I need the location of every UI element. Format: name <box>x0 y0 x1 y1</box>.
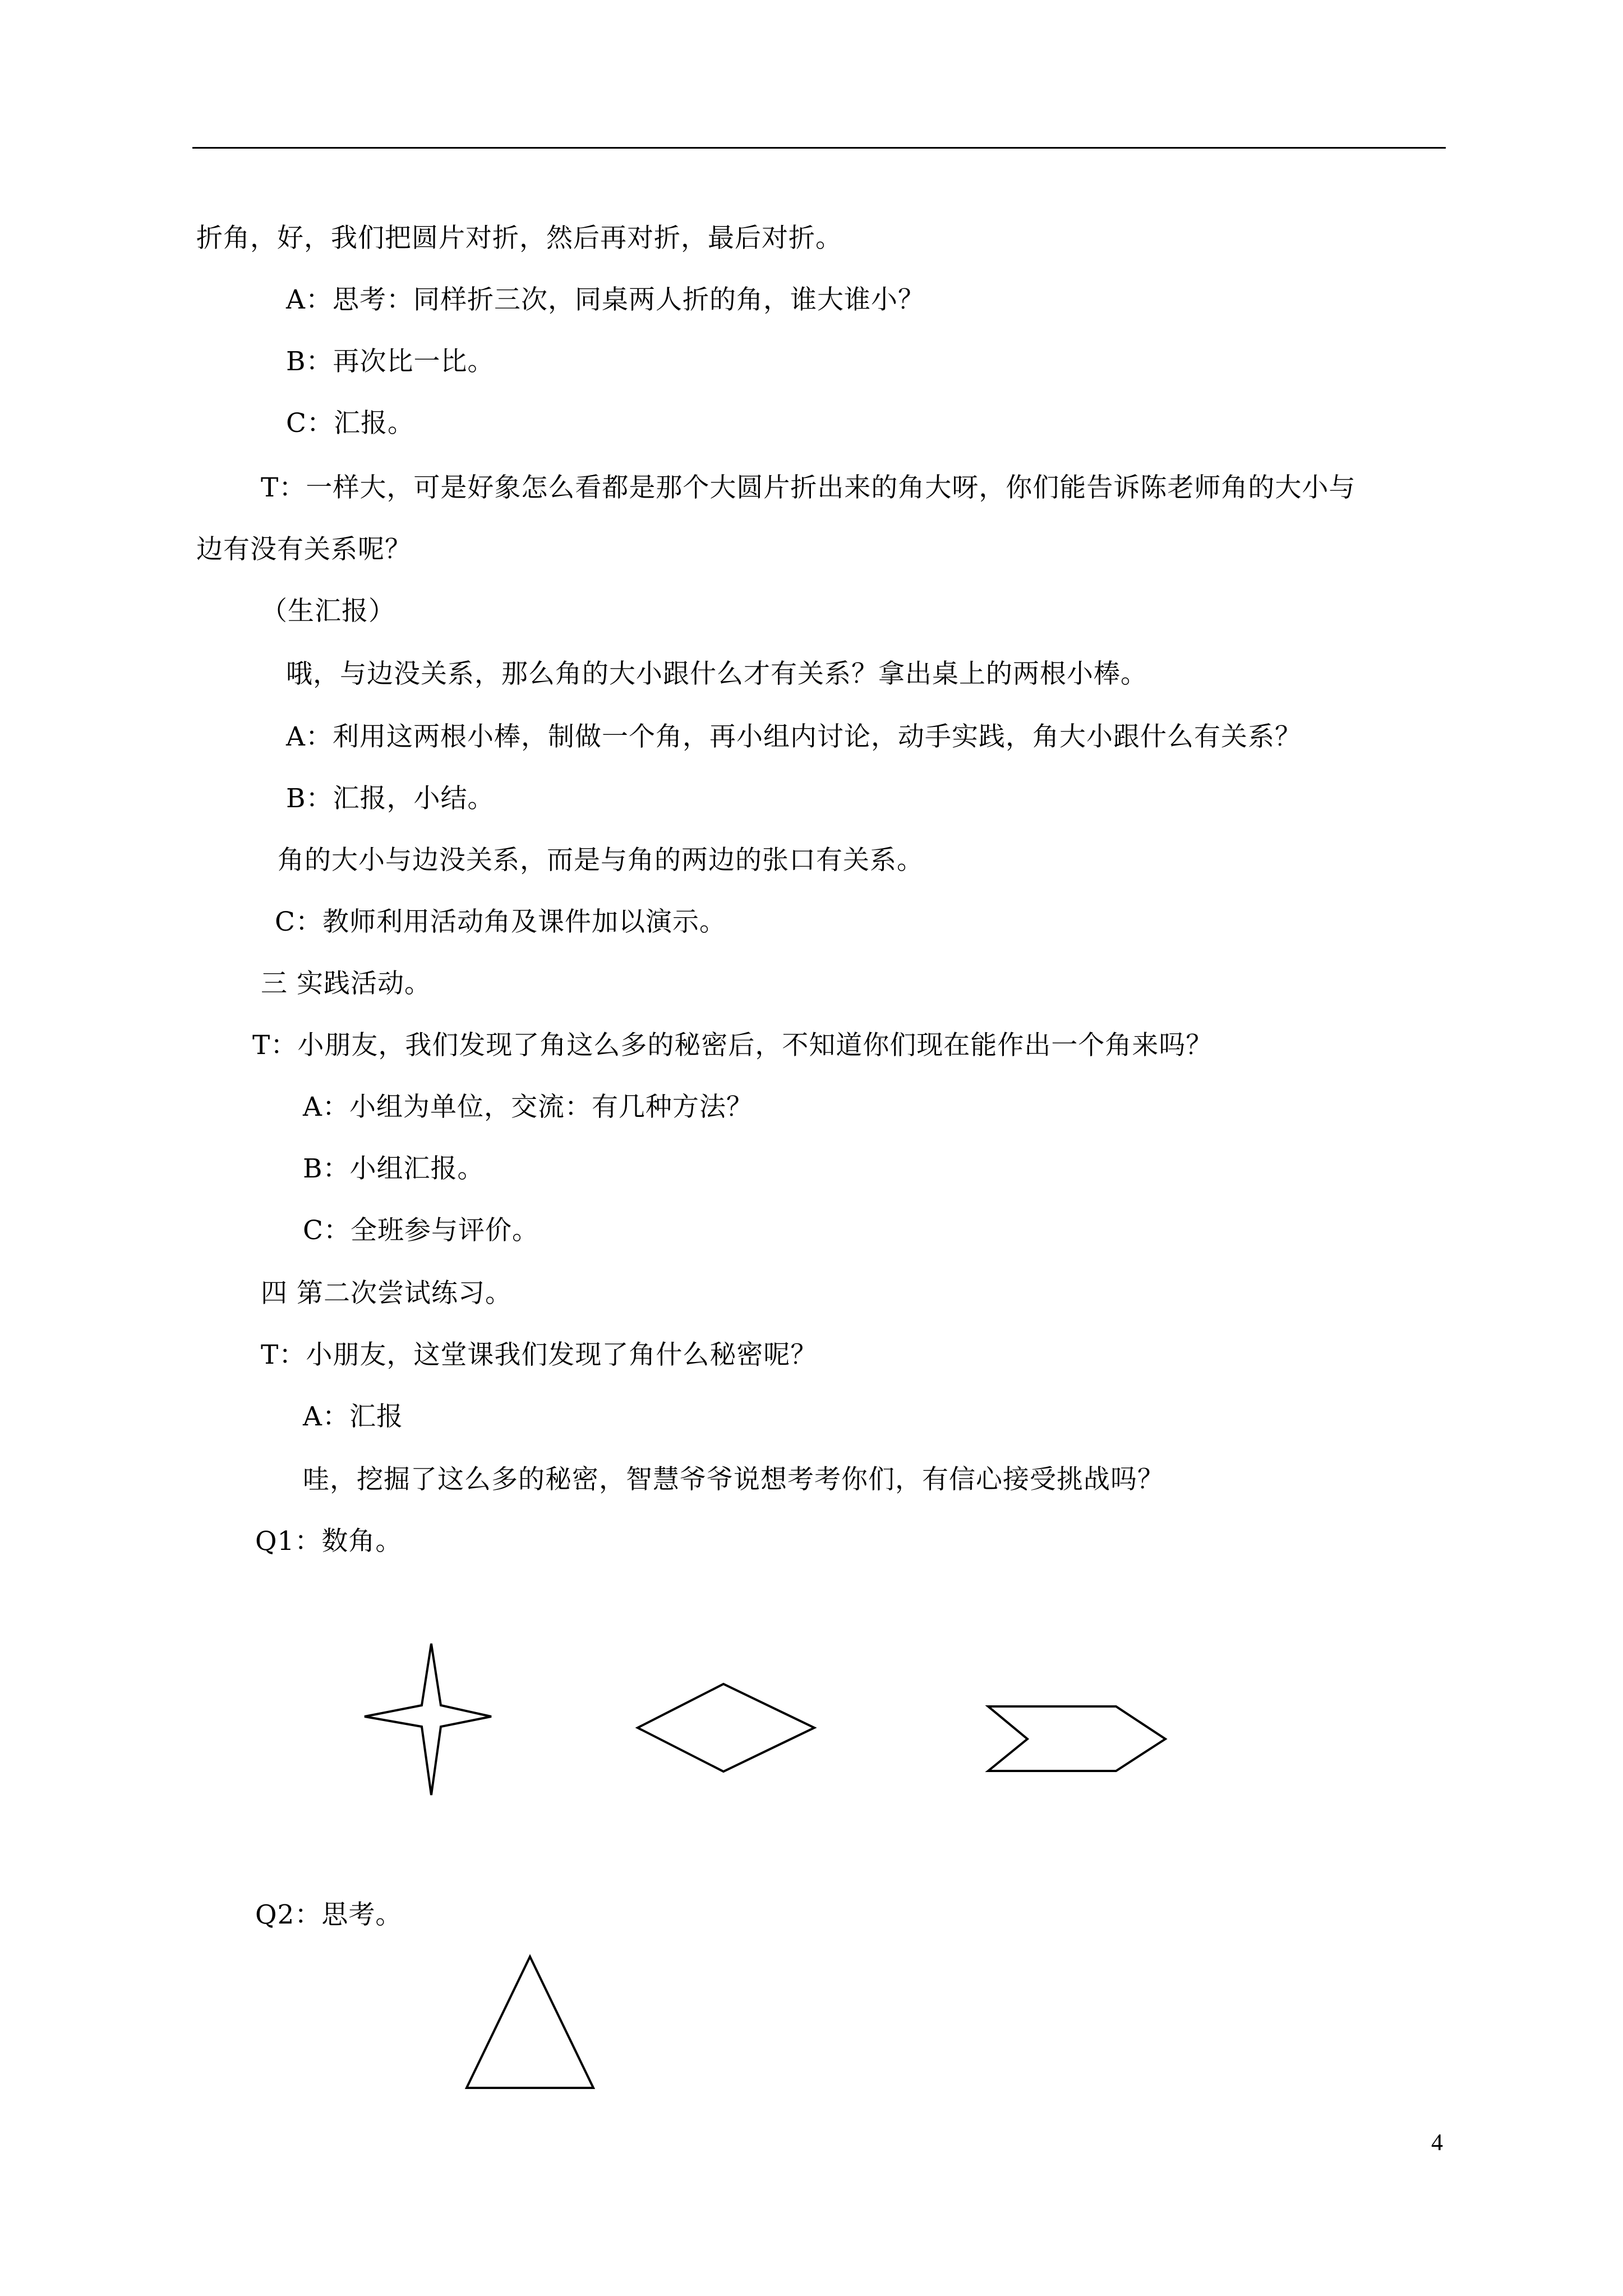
four-point-star-figure <box>359 1638 494 1801</box>
paragraph-7: （生汇报） <box>261 596 395 627</box>
paragraph-18: A：汇报 <box>303 1401 403 1432</box>
paragraph-19: 哇，挖掘了这么多的秘密，智慧爷爷说想考考你们，有信心接受挑战吗？ <box>303 1464 1164 1495</box>
paragraph-5: T：一样大，可是好象怎么看都是那个大圆片折出来的角大呀，你们能告诉陈老师角的大小与 <box>261 472 1356 503</box>
section-heading-4: 四 第二次尝试练习。 <box>261 1278 512 1309</box>
triangle-figure <box>460 1952 600 2092</box>
paragraph-3: B：再次比一比。 <box>286 346 495 377</box>
paragraph-6: 边有没有关系呢？ <box>196 534 412 565</box>
paragraph-8: 哦，与边没关系，那么角的大小跟什么才有关系？拿出桌上的两根小棒。 <box>286 659 1147 689</box>
paragraph-13: T：小朋友，我们发现了角这么多的秘密后，不知道你们现在能作出一个角来吗？ <box>252 1030 1213 1061</box>
paragraph-1: 折角，好，我们把圆片对折，然后再对折，最后对折。 <box>196 223 842 254</box>
arrow-pentagon-figure <box>981 1703 1172 1775</box>
page-number: 4 <box>1431 2130 1443 2156</box>
paragraph-10: B：汇报，小结。 <box>286 783 495 814</box>
paragraph-15: B：小组汇报。 <box>303 1153 485 1184</box>
header-rule <box>192 147 1446 149</box>
paragraph-9: A：利用这两根小棒，制做一个角，再小组内讨论，动手实践，角大小跟什么有关系？ <box>286 721 1302 752</box>
paragraph-4: C：汇报。 <box>286 408 414 439</box>
paragraph-17: T：小朋友，这堂课我们发现了角什么秘密呢？ <box>261 1340 818 1370</box>
question-q1: Q1：数角。 <box>255 1526 403 1557</box>
question-q2: Q2：思考。 <box>255 1899 403 1930</box>
paragraph-2: A：思考：同样折三次，同桌两人折的角，谁大谁小？ <box>286 284 925 315</box>
paragraph-11: 角的大小与边没关系，而是与角的两边的张口有关系。 <box>278 845 924 876</box>
section-heading-3: 三 实践活动。 <box>261 968 431 999</box>
rhombus-figure <box>634 1680 819 1775</box>
paragraph-12: C：教师利用活动角及课件加以演示。 <box>275 907 726 937</box>
paragraph-14: A：小组为单位，交流：有几种方法？ <box>303 1092 753 1122</box>
paragraph-16: C：全班参与评价。 <box>303 1215 539 1246</box>
